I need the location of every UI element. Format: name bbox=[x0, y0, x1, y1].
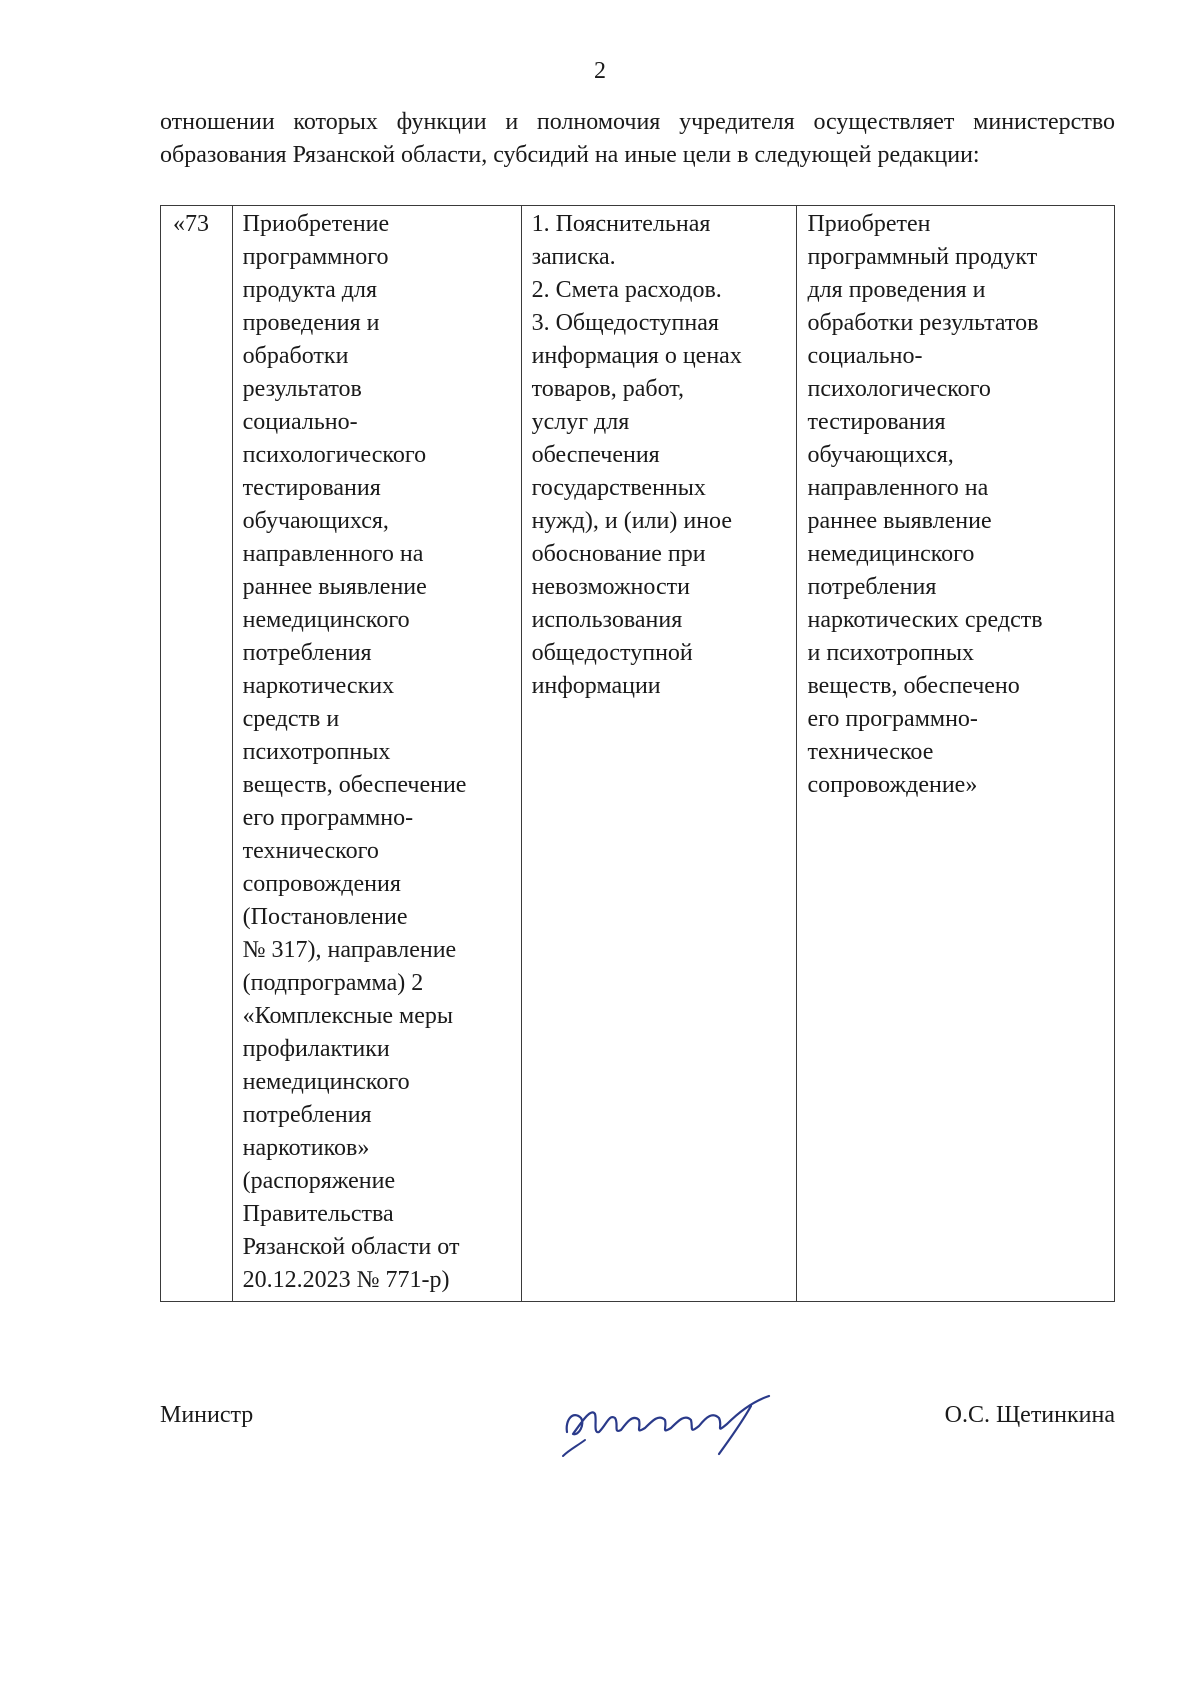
purpose-name-line: психологического bbox=[242, 442, 427, 468]
result-line: техническое bbox=[807, 739, 934, 765]
purpose-name-line: сопровождения bbox=[242, 871, 401, 897]
documents-line: нужд), и (или) иное bbox=[531, 508, 732, 534]
signature-block bbox=[160, 1380, 1115, 1460]
purpose-name-line: обучающихся, bbox=[242, 508, 389, 534]
purpose-name-line: средств и bbox=[242, 706, 340, 732]
table-row bbox=[161, 206, 1115, 1302]
purpose-name-line: потребления bbox=[242, 1102, 372, 1128]
purpose-name-line: немедицинского bbox=[242, 1069, 410, 1095]
result-line: Приобретен bbox=[807, 211, 931, 237]
result-line: наркотических средств bbox=[807, 607, 1043, 633]
documents-line: использования bbox=[531, 607, 683, 633]
documents-line: информация о ценах bbox=[531, 343, 742, 369]
purpose-name-lines bbox=[243, 208, 513, 1297]
result-line: потребления bbox=[807, 574, 937, 600]
result-lines bbox=[807, 208, 1106, 802]
result-line: раннее выявление bbox=[807, 508, 992, 534]
documents-line: 1. Пояснительная bbox=[531, 211, 711, 237]
purpose-name-line: тестирования bbox=[242, 475, 381, 501]
documents-line: товаров, работ, bbox=[531, 376, 684, 402]
purpose-name-line: раннее выявление bbox=[242, 574, 427, 600]
documents-lines bbox=[532, 208, 789, 703]
purpose-name-cell bbox=[232, 206, 521, 1302]
purpose-name-line: проведения и bbox=[242, 310, 380, 336]
purpose-name-line: обработки bbox=[242, 343, 349, 369]
purpose-name-line: программного bbox=[242, 244, 389, 270]
result-line: психологического bbox=[807, 376, 991, 402]
purpose-name-line: наркотических bbox=[242, 673, 395, 699]
documents-line: 2. Смета расходов. bbox=[531, 277, 722, 303]
documents-line: 3. Общедоступная bbox=[531, 310, 719, 336]
result-line: программный продукт bbox=[807, 244, 1038, 270]
purpose-name-line: № 317), направление bbox=[242, 937, 457, 963]
result-line: его программно- bbox=[807, 706, 978, 732]
documents-line: невозможности bbox=[531, 574, 690, 600]
purpose-name-line: потребления bbox=[242, 640, 372, 666]
documents-line: государственных bbox=[531, 475, 706, 501]
purpose-name-line: (подпрограмма) 2 bbox=[242, 970, 424, 996]
documents-cell bbox=[521, 206, 797, 1302]
result-cell bbox=[797, 206, 1115, 1302]
purpose-name-line: наркотиков» bbox=[242, 1135, 370, 1161]
result-line: тестирования bbox=[807, 409, 946, 435]
purpose-name-line: 20.12.2023 № 771-р) bbox=[242, 1267, 450, 1293]
purpose-name-line: социально- bbox=[242, 409, 358, 435]
result-line: социально- bbox=[807, 343, 923, 369]
result-line: немедицинского bbox=[807, 541, 975, 567]
intro-paragraph: отношении которых функции и полномочия учредителя осуществляет министерство образования Рязанской области, субсидий на иные цели в следующей редакции: bbox=[160, 109, 1115, 168]
result-line: обучающихся, bbox=[807, 442, 954, 468]
handwritten-signature bbox=[555, 1380, 785, 1460]
purpose-name-line: направленного на bbox=[242, 541, 424, 567]
purpose-name-line: профилактики bbox=[242, 1036, 390, 1062]
documents-line: услуг для bbox=[531, 409, 630, 435]
subsidy-table bbox=[160, 205, 1115, 1302]
signer-position: Министр bbox=[160, 1402, 254, 1428]
result-line: веществ, обеспечено bbox=[807, 673, 1020, 699]
purpose-name-line: (распоряжение bbox=[242, 1168, 396, 1194]
purpose-name-line: его программно- bbox=[242, 805, 414, 831]
documents-line: общедоступной bbox=[531, 640, 693, 666]
result-line: обработки результатов bbox=[807, 310, 1039, 336]
documents-line: записка. bbox=[531, 244, 616, 270]
result-line: направленного на bbox=[807, 475, 989, 501]
result-line: и психотропных bbox=[807, 640, 975, 666]
purpose-name-line: «Комплексные меры bbox=[242, 1003, 453, 1029]
purpose-name-line: психотропных bbox=[242, 739, 391, 765]
purpose-name-line: (Постановление bbox=[242, 904, 408, 930]
purpose-name-line: продукта для bbox=[242, 277, 378, 303]
result-line: для проведения и bbox=[807, 277, 986, 303]
documents-line: обеспечения bbox=[531, 442, 660, 468]
purpose-name-line: Приобретение bbox=[242, 211, 390, 237]
result-line: сопровождение» bbox=[807, 772, 978, 798]
purpose-name-line: результатов bbox=[242, 376, 362, 402]
purpose-name-line: немедицинского bbox=[242, 607, 410, 633]
purpose-name-line: веществ, обеспечение bbox=[242, 772, 467, 798]
documents-line: информации bbox=[531, 673, 661, 699]
page-number: 2 bbox=[594, 58, 606, 84]
purpose-name-line: технического bbox=[242, 838, 379, 864]
documents-line: обоснование при bbox=[531, 541, 706, 567]
purpose-name-line: Правительства bbox=[242, 1201, 394, 1227]
signer-name: О.С. Щетинкина bbox=[944, 1402, 1115, 1428]
row-number-cell: «73 bbox=[161, 206, 233, 1302]
purpose-name-line: Рязанской области от bbox=[242, 1234, 460, 1260]
